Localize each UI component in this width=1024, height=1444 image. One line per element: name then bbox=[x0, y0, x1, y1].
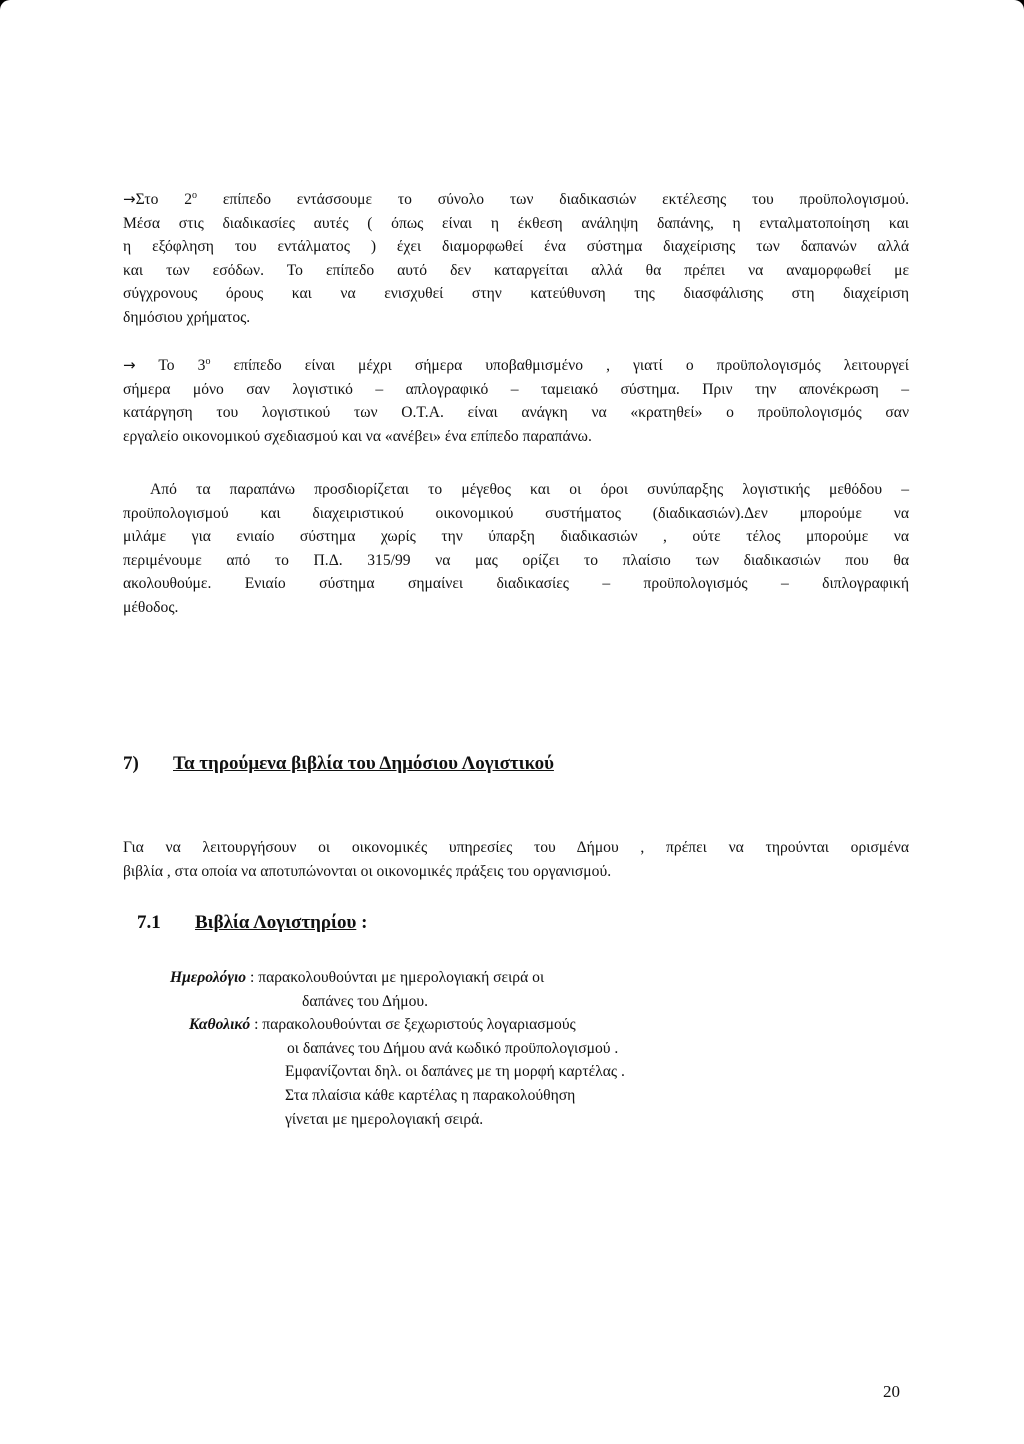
section-title: Τα τηρούμενα βιβλία του Δημόσιου Λογιστικού bbox=[173, 753, 554, 774]
paragraph-conclusion: Από τα παραπάνω προσδιορίζεται το μέγεθος και οι όροι συνύπαρξης λογιστικής μεθόδου – προϋπολογισμού και διαχειριστικού οικονομικού συστήματος (διαδικασιών).Δεν μπορούμε να μιλάμε για ενιαίο σύστημα χωρίς την ύπαρξη διαδικασιών , ούτε τέλος μπορούμε να περιμένουμε από το Π.Δ. 315/99 να μας ορίζει το πλαίσιο των διαδικασιών που θα ακολουθούμε. Ενιαίο σύστημα σημαίνει διαδικασίες – προϋπολογισμός – διπλογραφική μέθοδος. bbox=[123, 481, 909, 616]
journal-definition: Ημερολόγιο : παρακολουθούνται με ημερολογιακή σειρά οι bbox=[170, 969, 545, 986]
ledger-definition: Καθολικό : παρακολουθούνται σε ξεχωριστούς λογαριασμούς bbox=[189, 1016, 576, 1034]
subsection-heading: 7.1 Βιβλία Λογιστηρίου : bbox=[137, 912, 368, 933]
right-arrow-icon: → bbox=[123, 356, 136, 374]
subsection-number: 7.1 bbox=[137, 912, 161, 933]
section-number: 7) bbox=[123, 753, 139, 774]
subsection-title: Βιβλία Λογιστηρίου bbox=[195, 912, 357, 933]
page-number: 20 bbox=[883, 1382, 900, 1401]
paragraph-level-three: → Το $3^o$ επίπεδο είναι μέχρι σήμερα υποβαθμισμένο , γιατί ο προϋπολογισμός λειτουργεί σήμερα μόνο σαν λογιστικό – απλογραφικό – ταμειακό σύστημα. Πριν την απονέκρωση – κατάργηση του λογιστικού των Ο.Τ.Α. είναι ανάγκη να «κρατηθεί» ο προϋπολογισμός σαν εργαλείο οικονομικού σχεδιασμού και να «ανέβει» ένα επίπεδο παραπάνω. bbox=[123, 356, 909, 445]
books-definition-list: Ημερολόγιο : παρακολουθούνται με ημερολογιακή σειρά οι δαπάνες του Δήμου. Καθολικό : παρακολουθούνται σε ξεχωριστούς λογαριασμούς οι δαπάνες του Δήμου ανά κωδικό προϋπολογισμού . Εμφανίζονται δηλ. οι δαπάνες με τη μορφή καρτέλας . Στα πλαίσια κάθε καρτέλας η παρακολούθηση γίνεται με ημερολογιακή σειρά. bbox=[170, 966, 790, 1131]
ledger-term: Καθολικό bbox=[189, 1016, 251, 1034]
paragraph-books-intro: Για να λειτουργήσουν οι οικονομικές υπηρεσίες του Δήμου , πρέπει να τηρούνται ορισμένα βιβλία , στα οποία να αποτυπώνονται οι οικονομικές πράξεις του οργανισμού. bbox=[123, 839, 909, 880]
right-arrow-icon: → bbox=[123, 190, 136, 208]
section-heading bbox=[123, 753, 554, 775]
paragraph-level-two: →Στο $2^o$ επίπεδο εντάσσουμε το σύνολο των διαδικασιών εκτέλεσης του προϋπολογισμού. Μέσα στις διαδικασίες αυτές ( όπως είναι η έκθεση ανάληψη δαπάνης, η ενταλματοποίηση και η εξόφληση του εντάλματος ) έχει διαμορφωθεί ένα σύστημα διαχείρισης των δαπανών αλλά και των εσόδων. Το επίπεδο αυτό δεν καταργείται αλλά θα πρέπει να αναμορφωθεί με σύγχρονους όρους και να ενισχυθεί στην κατεύθυνση της διασφάλισης στη διαχείριση δημόσιου χρήματος. bbox=[123, 190, 909, 326]
journal-term: Ημερολόγιο bbox=[170, 969, 247, 986]
